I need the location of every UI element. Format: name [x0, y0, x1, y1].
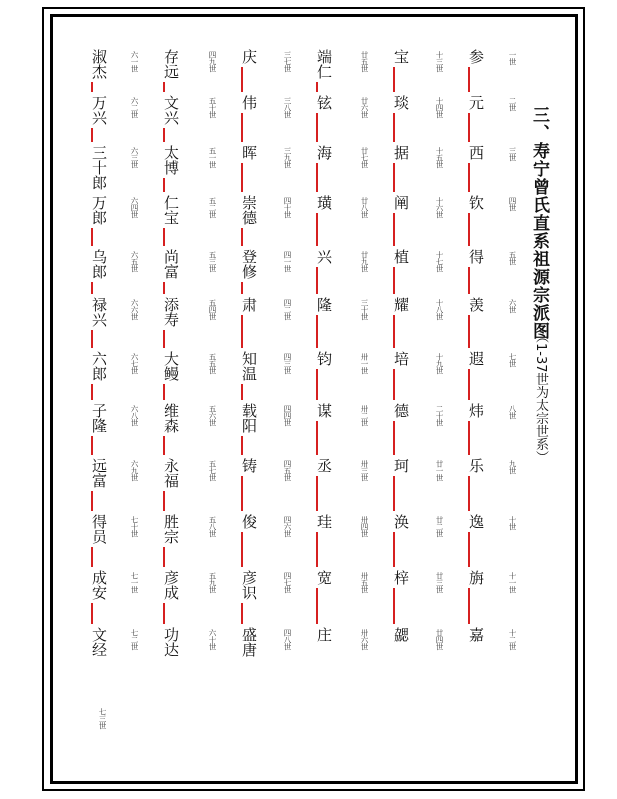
lineage-connector [91, 436, 93, 455]
ancestor-name: 宝 [392, 49, 410, 64]
generation-label: 四四世 [283, 405, 292, 426]
inner-border [50, 14, 578, 784]
lineage-connector [468, 315, 470, 348]
generation-label: 五八世 [208, 516, 217, 537]
lineage-connector [468, 267, 470, 294]
generation-label: 六六世 [130, 299, 139, 320]
ancestor-name: 铸 [240, 458, 258, 473]
ancestor-name: 万郎 [90, 195, 108, 225]
ancestor-name: 乌郎 [90, 249, 108, 279]
generation-label: 六一世 [130, 51, 139, 72]
lineage-connector [163, 282, 165, 294]
generation-label: 九世 [508, 460, 517, 474]
generation-label: 卅一世 [360, 353, 369, 374]
generation-label: 十七世 [435, 251, 444, 272]
ancestor-name: 丞 [315, 458, 333, 473]
lineage-connector [393, 163, 395, 192]
lineage-connector [163, 436, 165, 455]
lineage-connector [393, 213, 395, 246]
lineage-connector [163, 228, 165, 246]
ancestor-name: 庄 [315, 627, 333, 642]
lineage-connector [241, 67, 243, 92]
generation-label: 十四世 [435, 97, 444, 118]
lineage-connector [241, 163, 243, 192]
lineage-connector [163, 547, 165, 567]
ancestor-name: 参 [467, 49, 485, 64]
generation-label: 五六世 [208, 405, 217, 426]
generation-label: 七二世 [130, 629, 139, 650]
generation-label: 十二世 [508, 629, 517, 650]
ancestor-name: 文兴 [162, 95, 180, 125]
lineage-connector [393, 315, 395, 348]
generation-label: 六九世 [130, 460, 139, 481]
lineage-connector [163, 330, 165, 348]
generation-label: 四二世 [283, 299, 292, 320]
ancestor-name: 勰 [392, 627, 410, 642]
generation-label: 十八世 [435, 299, 444, 320]
lineage-connector [241, 228, 243, 246]
ancestor-name: 维森 [162, 403, 180, 433]
ancestor-name: 子隆 [90, 403, 108, 433]
lineage-connector [468, 213, 470, 246]
generation-label: 廿二世 [435, 516, 444, 537]
generation-label: 五十世 [208, 97, 217, 118]
ancestor-name: 炜 [467, 403, 485, 418]
page-subtitle: （1-37世为太宗世系） [533, 330, 548, 464]
lineage-connector [316, 369, 318, 400]
ancestor-name: 三十郎 [90, 145, 108, 190]
ancestor-name: 德 [392, 403, 410, 418]
generation-label: 廿五世 [360, 51, 369, 72]
generation-label: 四八世 [283, 629, 292, 650]
generation-label: 廿八世 [360, 197, 369, 218]
lineage-connector [316, 267, 318, 294]
generation-label: 七十世 [130, 516, 139, 537]
ancestor-name: 崇德 [240, 195, 258, 225]
generation-label: 三九世 [283, 147, 292, 168]
ancestor-name: 隆 [315, 297, 333, 312]
ancestor-name: 旃 [467, 570, 485, 585]
lineage-connector [468, 532, 470, 567]
lineage-connector [163, 178, 165, 192]
ancestor-name: 得 [467, 249, 485, 264]
ancestor-name: 盛唐 [240, 627, 258, 657]
lineage-connector [393, 476, 395, 511]
generation-label: 五四世 [208, 299, 217, 320]
generation-label: 五二世 [208, 197, 217, 218]
ancestor-name: 伟 [240, 95, 258, 110]
generation-label: 廿四世 [435, 629, 444, 650]
lineage-connector [393, 532, 395, 567]
ancestor-name: 钦 [467, 195, 485, 210]
ancestor-name: 谋 [315, 403, 333, 418]
lineage-connector [393, 67, 395, 92]
generation-label: 六二世 [130, 97, 139, 118]
lineage-connector [393, 113, 395, 142]
generation-label: 四七世 [283, 572, 292, 593]
ancestor-name: 彦成 [162, 570, 180, 600]
ancestor-name: 成安 [90, 570, 108, 600]
lineage-connector [468, 369, 470, 400]
generation-label: 四九世 [208, 51, 217, 72]
ancestor-name: 培 [392, 351, 410, 366]
lineage-connector [316, 476, 318, 511]
lineage-connector [468, 588, 470, 624]
ancestor-name: 羡 [467, 297, 485, 312]
ancestor-name: 嘉 [467, 627, 485, 642]
ancestor-name: 淑杰 [90, 49, 108, 79]
ancestor-name: 兴 [315, 249, 333, 264]
generation-label: 四十世 [283, 197, 292, 218]
ancestor-name: 宽 [315, 570, 333, 585]
ancestor-name: 乐 [467, 458, 485, 473]
ancestor-name: 梓 [392, 570, 410, 585]
generation-label: 六七世 [130, 353, 139, 374]
lineage-connector [241, 384, 243, 400]
ancestor-name: 载阳 [240, 403, 258, 433]
ancestor-name: 璜 [315, 195, 333, 210]
lineage-connector [91, 547, 93, 567]
ancestor-name: 六郎 [90, 351, 108, 381]
ancestor-name: 尚富 [162, 249, 180, 279]
ancestor-name: 庆 [240, 49, 258, 64]
ancestor-name: 琰 [392, 95, 410, 110]
ancestor-name: 远富 [90, 458, 108, 488]
lineage-connector [316, 113, 318, 142]
generation-label: 十五世 [435, 147, 444, 168]
lineage-connector [393, 267, 395, 294]
generation-label: 廿六世 [360, 97, 369, 118]
generation-label: 廿三世 [435, 572, 444, 593]
ancestor-name: 得员 [90, 514, 108, 544]
generation-label: 二十世 [435, 405, 444, 426]
generation-label: 十三世 [435, 51, 444, 72]
generation-label: 四三世 [283, 353, 292, 374]
generation-label: 七一世 [130, 572, 139, 593]
generation-label: 六世 [508, 299, 517, 313]
ancestor-name: 端仁 [315, 49, 333, 79]
ancestor-name: 文经 [90, 627, 108, 657]
ancestor-name: 添寿 [162, 297, 180, 327]
lineage-connector [91, 228, 93, 246]
ancestor-name: 登修 [240, 249, 258, 279]
generation-label: 一世 [508, 51, 517, 65]
ancestor-name: 珂 [392, 458, 410, 473]
ancestor-name: 功达 [162, 627, 180, 657]
lineage-connector [393, 421, 395, 455]
generation-label: 卅六世 [360, 629, 369, 650]
lineage-connector [241, 315, 243, 348]
ancestor-name: 耀 [392, 297, 410, 312]
lineage-connector [163, 603, 165, 624]
lineage-connector [468, 476, 470, 511]
page-title: 三、寿宁曾氏直系祖源宗派图 [529, 106, 549, 340]
generation-label: 十一世 [508, 572, 517, 593]
lineage-connector [316, 421, 318, 455]
generation-label: 五七世 [208, 460, 217, 481]
ancestor-name: 永福 [162, 458, 180, 488]
generation-label: 七世 [508, 353, 517, 367]
lineage-connector [393, 588, 395, 624]
lineage-connector [468, 163, 470, 192]
lineage-connector [241, 476, 243, 511]
generation-label: 六五世 [130, 251, 139, 272]
generation-label: 四世 [508, 197, 517, 211]
ancestor-name: 钧 [315, 351, 333, 366]
generation-label: 卅五世 [360, 572, 369, 593]
lineage-connector [241, 113, 243, 142]
ancestor-name: 海 [315, 145, 333, 160]
generation-label: 三七世 [283, 51, 292, 72]
generation-label: 廿七世 [360, 147, 369, 168]
ancestor-name: 据 [392, 145, 410, 160]
lineage-connector [163, 128, 165, 142]
ancestor-name: 肃 [240, 297, 258, 312]
generation-label: 六四世 [130, 197, 139, 218]
ancestor-name: 万兴 [90, 95, 108, 125]
generation-label: 四一世 [283, 251, 292, 272]
ancestor-name: 逸 [467, 514, 485, 529]
ancestor-name: 太博 [162, 145, 180, 175]
generation-label: 五世 [508, 251, 517, 265]
lineage-connector [316, 588, 318, 624]
generation-label: 五五世 [208, 353, 217, 374]
ancestor-name: 大鳗 [162, 351, 180, 381]
lineage-connector [316, 82, 318, 92]
ancestor-name: 知温 [240, 351, 258, 381]
ancestor-name: 仁宝 [162, 195, 180, 225]
lineage-connector [468, 113, 470, 142]
lineage-connector [241, 532, 243, 567]
generation-label: 三世 [508, 147, 517, 161]
generation-label: 五三世 [208, 251, 217, 272]
generation-label: 三八世 [283, 97, 292, 118]
lineage-connector [241, 603, 243, 624]
ancestor-name: 禄兴 [90, 297, 108, 327]
generation-label: 六三世 [130, 147, 139, 168]
lineage-connector [316, 315, 318, 348]
lineage-connector [91, 330, 93, 348]
lineage-connector [163, 82, 165, 92]
generation-label: 卅二世 [360, 405, 369, 426]
lineage-connector [241, 282, 243, 294]
lineage-connector [91, 282, 93, 294]
lineage-connector [468, 67, 470, 92]
lineage-connector [163, 491, 165, 511]
ancestor-name: 珪 [315, 514, 333, 529]
ancestor-name: 存远 [162, 49, 180, 79]
ancestor-name: 植 [392, 249, 410, 264]
generation-label: 廿一世 [435, 460, 444, 481]
ancestor-name: 西 [467, 145, 485, 160]
ancestor-name: 遐 [467, 351, 485, 366]
lineage-connector [241, 436, 243, 455]
generation-label: 三十世 [360, 299, 369, 320]
generation-label: 四五世 [283, 460, 292, 481]
generation-label: 四六世 [283, 516, 292, 537]
generation-label: 六八世 [130, 405, 139, 426]
ancestor-name: 阐 [392, 195, 410, 210]
ancestor-name: 元 [467, 95, 485, 110]
generation-label: 八世 [508, 405, 517, 419]
lineage-connector [163, 384, 165, 400]
lineage-connector [316, 532, 318, 567]
lineage-connector [316, 163, 318, 192]
lineage-connector [393, 369, 395, 400]
lineage-connector [91, 603, 93, 624]
ancestor-name: 俊 [240, 514, 258, 529]
ancestor-name: 涣 [392, 514, 410, 529]
ancestor-name: 彦识 [240, 570, 258, 600]
lineage-connector [91, 128, 93, 142]
generation-label: 七三世 [98, 708, 107, 729]
lineage-connector [91, 384, 93, 400]
lineage-connector [91, 82, 93, 92]
generation-label: 廿九世 [360, 251, 369, 272]
ancestor-name: 晖 [240, 145, 258, 160]
lineage-connector [468, 421, 470, 455]
generation-label: 六十世 [208, 629, 217, 650]
generation-label: 卅三世 [360, 460, 369, 481]
generation-label: 二世 [508, 97, 517, 111]
ancestor-name: 铉 [315, 95, 333, 110]
ancestor-name: 胜宗 [162, 514, 180, 544]
generation-label: 五九世 [208, 572, 217, 593]
generation-label: 十九世 [435, 353, 444, 374]
generation-label: 卅四世 [360, 516, 369, 537]
generation-label: 五一世 [208, 147, 217, 168]
lineage-connector [91, 491, 93, 511]
generation-label: 十世 [508, 516, 517, 530]
generation-label: 十六世 [435, 197, 444, 218]
lineage-connector [316, 213, 318, 246]
